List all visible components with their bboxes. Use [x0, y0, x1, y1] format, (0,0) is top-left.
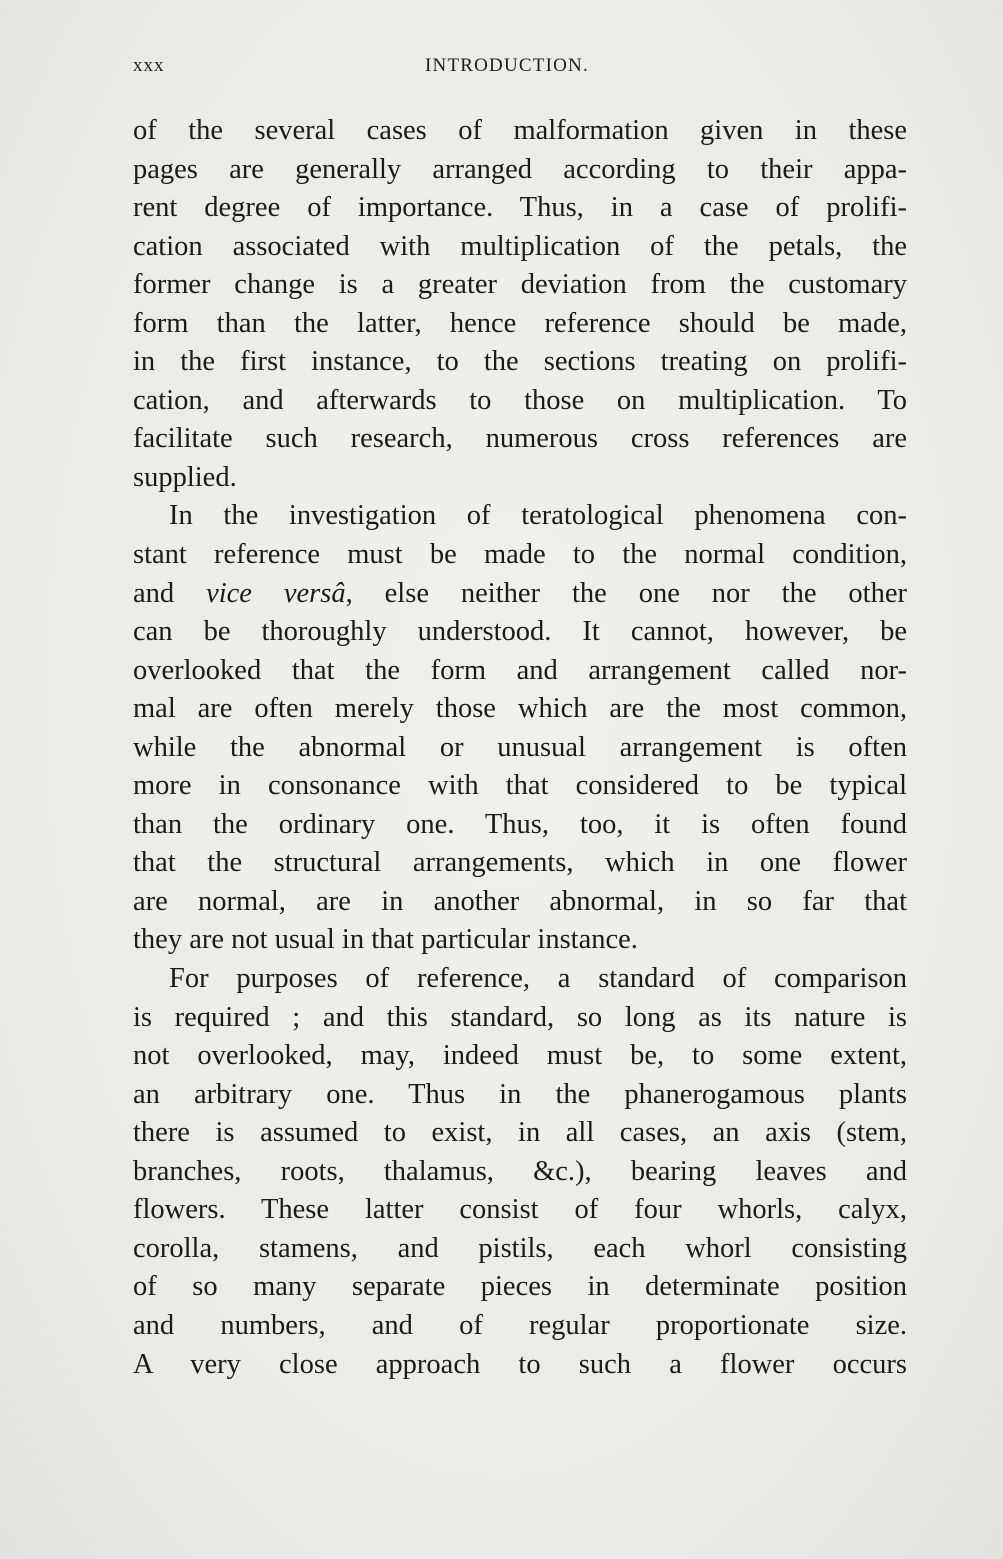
text-line: pages are generally arranged according to their appa-	[133, 153, 907, 185]
text-line	[133, 575, 907, 614]
text-segment: , else neither the one nor the other	[345, 577, 907, 609]
text-line: in the first instance, to the sections treating on prolifi-	[133, 346, 907, 378]
text-line: they are not usual in that particular instance.	[133, 924, 638, 956]
text-segment: and	[133, 577, 207, 609]
text-line: former change is a greater deviation from the customary	[133, 269, 907, 301]
text-line: form than the latter, hence reference should be made,	[133, 307, 907, 339]
text-line: of so many separate pieces in determinate position	[133, 1271, 907, 1303]
text-line: cation associated with multiplication of the petals, the	[133, 230, 907, 262]
text-line: while the abnormal or unusual arrangement is often	[133, 731, 907, 763]
text-line: stant reference must be made to the normal condition,	[133, 539, 907, 571]
body-text	[133, 112, 907, 1384]
text-line: there is assumed to exist, in all cases, an axis (stem,	[133, 1117, 907, 1149]
text-line: facilitate such research, numerous cross references are	[133, 423, 907, 455]
text-line: rent degree of importance. Thus, in a case of prolifi-	[133, 192, 907, 224]
text-line: and numbers, and of regular proportionate size.	[133, 1309, 907, 1341]
text-line: flowers. These latter consist of four whorls, calyx,	[133, 1194, 907, 1226]
text-line: are normal, are in another abnormal, in so far that	[133, 885, 907, 917]
running-head	[133, 55, 907, 85]
text-line: In the investigation of teratological phenomena con-	[169, 500, 907, 532]
text-line: cation, and afterwards to those on multiplication. To	[133, 384, 907, 416]
page-number: xxx	[133, 55, 165, 76]
italic-phrase: vice versâ	[206, 577, 346, 609]
text-line: A very close approach to such a flower occurs	[133, 1348, 907, 1380]
text-line: of the several cases of malformation given in these	[133, 115, 907, 146]
running-head-title: INTRODUCTION.	[425, 55, 589, 76]
text-line: corolla, stamens, and pistils, each whorl consisting	[133, 1232, 907, 1264]
text-line: that the structural arrangements, which in one flower	[133, 847, 907, 879]
text-line: than the ordinary one. Thus, too, it is often found	[133, 808, 907, 840]
text-line: an arbitrary one. Thus in the phanerogamous plants	[133, 1078, 907, 1110]
text-line: supplied.	[133, 461, 237, 493]
text-line: not overlooked, may, indeed must be, to some extent,	[133, 1040, 907, 1072]
text-line: mal are often merely those which are the most common,	[133, 693, 907, 725]
text-line: branches, roots, thalamus, &c.), bearing leaves and	[133, 1155, 907, 1187]
text-line: more in consonance with that considered to be typical	[133, 770, 907, 802]
text-line: can be thoroughly understood. It cannot, however, be	[133, 616, 907, 648]
text-line: is required ; and this standard, so long as its nature is	[133, 1001, 907, 1033]
text-line: overlooked that the form and arrangement called nor-	[133, 654, 907, 686]
text-line: For purposes of reference, a standard of comparison	[169, 963, 907, 995]
